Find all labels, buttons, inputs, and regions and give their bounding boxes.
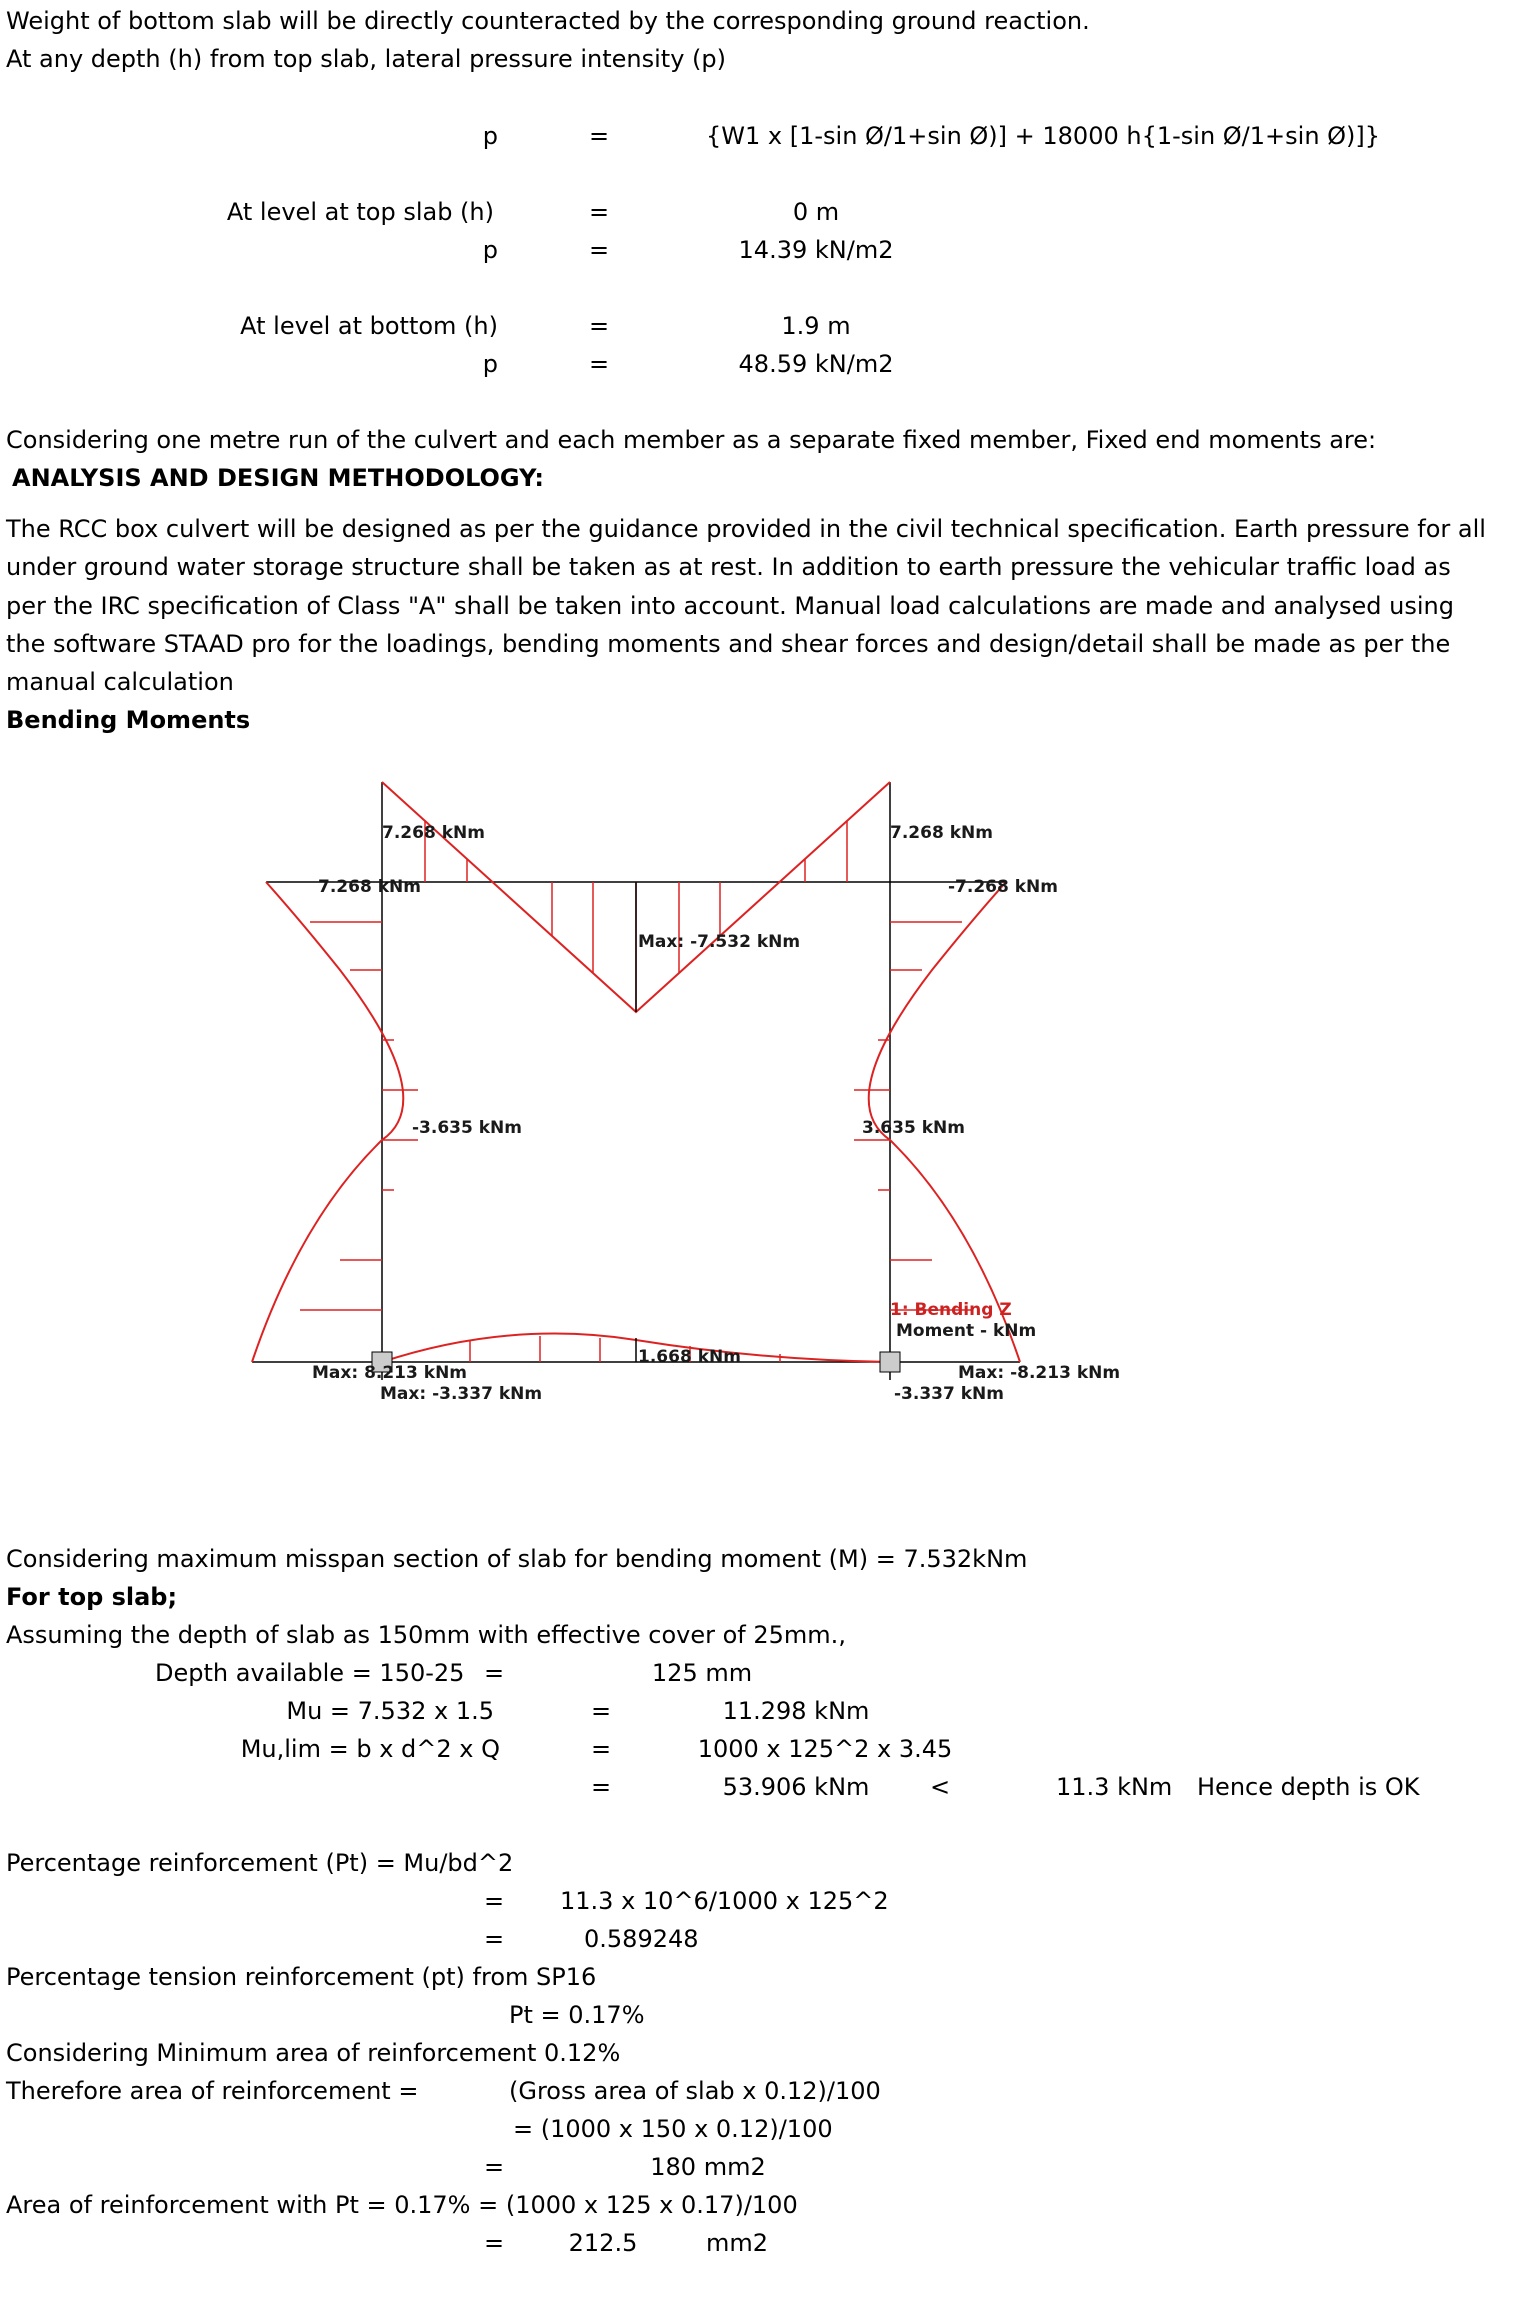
pt017-label: Area of reinforcement with Pt = 0.17% = (1000 x 125 x 0.17)/100 (6, 2191, 798, 2219)
formula-eq: = (588, 122, 610, 150)
formula-rhs: {W1 x [1-sin Ø/1+sin Ø)] + 18000 h{1-sin Ø/1+sin Ø)]} (706, 122, 1381, 150)
top-level-eq: = (588, 198, 610, 226)
final-eq: = (483, 2229, 505, 2257)
label-left-mid: -3.635 kNm (412, 1118, 522, 1138)
area-expression-1: (Gross area of slab x 0.12)/100 (509, 2077, 881, 2105)
intro-line-1: Weight of bottom slab will be directly counteracted by the corresponding ground reaction. (6, 7, 1090, 35)
misspan-text: Considering maximum misspan section of slab for bending moment (M) = 7.532kNm (6, 1545, 1028, 1573)
area-expression-2: = (1000 x 150 x 0.12)/100 (513, 2115, 833, 2143)
top-level-p-value: 14.39 kN/m2 (738, 236, 894, 264)
mu-label: Mu = 7.532 x 1.5 (286, 1697, 494, 1725)
area-value: 180 mm2 (650, 2153, 766, 2181)
label-bottom-mid: 1.668 kNm (638, 1347, 741, 1367)
bottom-level-label: At level at bottom (h) (240, 312, 498, 340)
bending-moment-diagram (0, 740, 1528, 1460)
final-unit: mm2 (706, 2229, 769, 2257)
intro-line-2: At any depth (h) from top slab, lateral pressure intensity (p) (6, 45, 726, 73)
label-bl-max2: Max: -3.337 kNm (380, 1384, 543, 1404)
bottom-level-p-label: p (482, 350, 498, 378)
methodology-paragraph: The RCC box culvert will be designed as per the guidance provided in the civil technical specification. Earth pressure for all under ground water storage structure shall be taken as at rest. In addition to earth pressure the vehicular traffic load as per the IRC specification of Class "A" shall be taken into account. Manual load calculations are made and analysed using the software STAAD pro for the loadings, bending moments and shear forces and design/detail shall be made as per the manual calculation (6, 515, 1486, 697)
result-ok: Hence depth is OK (1197, 1773, 1420, 1801)
legend-line-1: 1: Bending Z (890, 1300, 1012, 1320)
label-top-right-up: 7.268 kNm (890, 823, 993, 843)
top-level-p-label: p (482, 236, 498, 264)
bottom-level-value: 1.9 m (781, 312, 851, 340)
pt-expression: 11.3 x 10^6/1000 x 125^2 (560, 1887, 889, 1915)
pt-value: 0.589248 (584, 1925, 699, 1953)
mulim-label: Mu,lim = b x d^2 x Q (240, 1735, 500, 1763)
label-top-right: -7.268 kNm (948, 877, 1058, 897)
label-top-mid: Max: -7.532 kNm (638, 932, 801, 952)
mu-eq: = (590, 1697, 612, 1725)
legend-line-2: Moment - kNm (896, 1321, 1037, 1341)
methodology-heading: ANALYSIS AND DESIGN METHODOLOGY: (12, 464, 544, 492)
result-value: 53.906 kNm (722, 1773, 870, 1801)
top-level-p-eq: = (588, 236, 610, 264)
assume-text: Assuming the depth of slab as 150mm with effective cover of 25mm., (6, 1621, 846, 1649)
mulim-eq: = (590, 1735, 612, 1763)
left-wall-moment-curve (252, 882, 403, 1362)
top-slab-heading: For top slab; (6, 1583, 178, 1611)
sp16-label: Percentage tension reinforcement (pt) from SP16 (6, 1963, 597, 1991)
depth-label: Depth available = 150-25 (155, 1659, 465, 1687)
mulim-value: 1000 x 125^2 x 3.45 (697, 1735, 953, 1763)
label-top-left: 7.268 kNm (318, 877, 421, 897)
area-eq: = (483, 2153, 505, 2181)
pt-eq-2: = (483, 1925, 505, 1953)
bottom-level-p-value: 48.59 kN/m2 (738, 350, 894, 378)
bottom-level-p-eq: = (588, 350, 610, 378)
label-bl-max: Max: 8.213 kNm (312, 1363, 468, 1383)
depth-value: 125 mm (651, 1659, 753, 1687)
mu-value: 11.298 kNm (722, 1697, 870, 1725)
top-level-label: At level at top slab (h) (226, 198, 494, 226)
label-br-max: Max: -8.213 kNm (958, 1363, 1121, 1383)
result-lt: < (930, 1773, 951, 1801)
pt-eq-1: = (483, 1887, 505, 1915)
formula-lhs: p (482, 122, 498, 150)
min-area-text: Considering Minimum area of reinforcement 0.12% (6, 2039, 621, 2067)
fixed-end-text: Considering one metre run of the culvert and each member as a separate fixed member, Fixed end moments are: (6, 426, 1377, 454)
area-label: Therefore area of reinforcement = (6, 2077, 419, 2105)
depth-eq: = (483, 1659, 505, 1687)
label-right-mid: 3.635 kNm (862, 1118, 965, 1138)
label-br-val: -3.337 kNm (894, 1384, 1004, 1404)
label-top-left-up: 7.268 kNm (382, 823, 485, 843)
sp16-value: Pt = 0.17% (509, 2001, 645, 2029)
result-eq: = (590, 1773, 612, 1801)
bottom-level-eq: = (588, 312, 610, 340)
top-level-value: 0 m (792, 198, 840, 226)
bending-moments-heading: Bending Moments (6, 706, 251, 734)
pt-label: Percentage reinforcement (Pt) = Mu/bd^2 (6, 1849, 514, 1877)
support-right-icon (880, 1352, 900, 1372)
result-compare: 11.3 kNm (1056, 1773, 1173, 1801)
final-value: 212.5 (568, 2229, 638, 2257)
